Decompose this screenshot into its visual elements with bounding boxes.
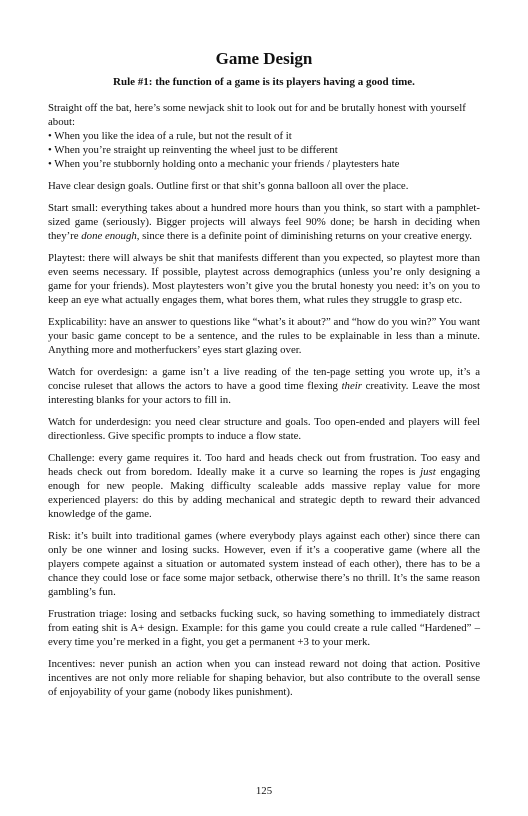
goals-paragraph: Have clear design goals. Outline first or that shit’s gonna balloon all over the place. xyxy=(48,180,409,192)
bullet-item: • When you like the idea of a rule, but not the result of it xyxy=(48,130,292,142)
incentives-paragraph: Incentives: never punish an action when you can instead reward not doing that action. Positive incentives are not only more reliable for shaping behavior, but also contribute to the overall sense of enjoyability of your game (nobody likes punishment). xyxy=(48,658,480,698)
start-small-emphasis: done enough xyxy=(81,230,137,242)
overdesign-paragraph xyxy=(48,365,480,407)
bullet-item: • When you’re stubbornly holding onto a mechanic your friends / playtesters hate xyxy=(48,158,400,170)
frustration-paragraph: Frustration triage: losing and setbacks fucking suck, so having something to immediately distract from eating shit is A+ design. Example: for this game you could create a rule called “Hardened” – every time you’re merked in a fight, you get a permanent +3 to your merk. xyxy=(48,608,480,648)
page-title: Game Design xyxy=(215,49,313,68)
start-small-text-a: Start small: everything takes about a hundred more hours than you think, so start with a pamphlet-sized game (seriously). Bigger projects will always feel 90% done; be harsh in deciding when they’re xyxy=(48,202,480,242)
overdesign-text-a: Watch for overdesign: a game isn’t a live reading of the ten-page setting you wrote up, it’s a concise ruleset that allows the actors to have a good time flexing xyxy=(48,366,480,392)
overdesign-text-b: creativity. Leave the most interesting blanks for your actors to fill in. xyxy=(48,380,480,406)
start-small-paragraph xyxy=(48,201,480,243)
underdesign-paragraph: Watch for underdesign: you need clear structure and goals. Too open-ended and players will feel directionless. Give specific prompts to induce a flow state. xyxy=(48,416,480,442)
challenge-text-b: engaging enough for new people. Making difficulty scaleable adds massive replay value for more experienced players: do this by adding mechanical and strategic depth to reward their advanced knowledge of the game. xyxy=(48,466,480,520)
explicability-paragraph: Explicability: have an answer to questions like “what’s it about?” and “how do you win?” You want your basic game concept to be a sentence, and the rules to be explainable in less than a minute. Anything more and motherfuckers’ eyes start glazing over. xyxy=(48,316,480,356)
rule-heading: Rule #1: the function of a game is its players having a good time. xyxy=(113,76,415,88)
challenge-emphasis: just xyxy=(420,466,436,478)
overdesign-emphasis: their xyxy=(341,380,362,392)
page-content xyxy=(48,48,480,707)
risk-paragraph: Risk: it’s built into traditional games (where everybody plays against each other) since there can only be one winner and losing sucks. However, even if it’s a cooperative game (where all the players compete against a situation or automated system instead of each other), there has to be a chance they could lose or face some major setback, otherwise there’s no thrill. It’s the same reason gambling’s fun. xyxy=(48,530,480,598)
intro-paragraph xyxy=(48,101,480,171)
challenge-text-a: Challenge: every game requires it. Too hard and heads check out from frustration. Too easy and heads check out from boredom. Ideally make it a curve so learning the ropes is xyxy=(48,452,480,478)
start-small-text-b: , since there is a definite point of diminishing returns on your creative energy. xyxy=(136,230,472,242)
intro-text: Straight off the bat, here’s some newjack shit to look out for and be brutally honest with yourself about: xyxy=(48,102,466,128)
challenge-paragraph xyxy=(48,451,480,521)
page-number: 125 xyxy=(255,785,273,797)
bullet-item: • When you’re straight up reinventing the wheel just to be different xyxy=(48,144,338,156)
playtest-paragraph: Playtest: there will always be shit that manifests different than you expected, so playtest more than even seems necessary. If possible, playtest across demographics (unless you’re only designing a game for your friends). Most playtesters won’t give you the brutal honesty you need: it’s on you to keep an eye what actually engages them, what bores them, what rules they struggle to grasp etc. xyxy=(48,252,480,306)
